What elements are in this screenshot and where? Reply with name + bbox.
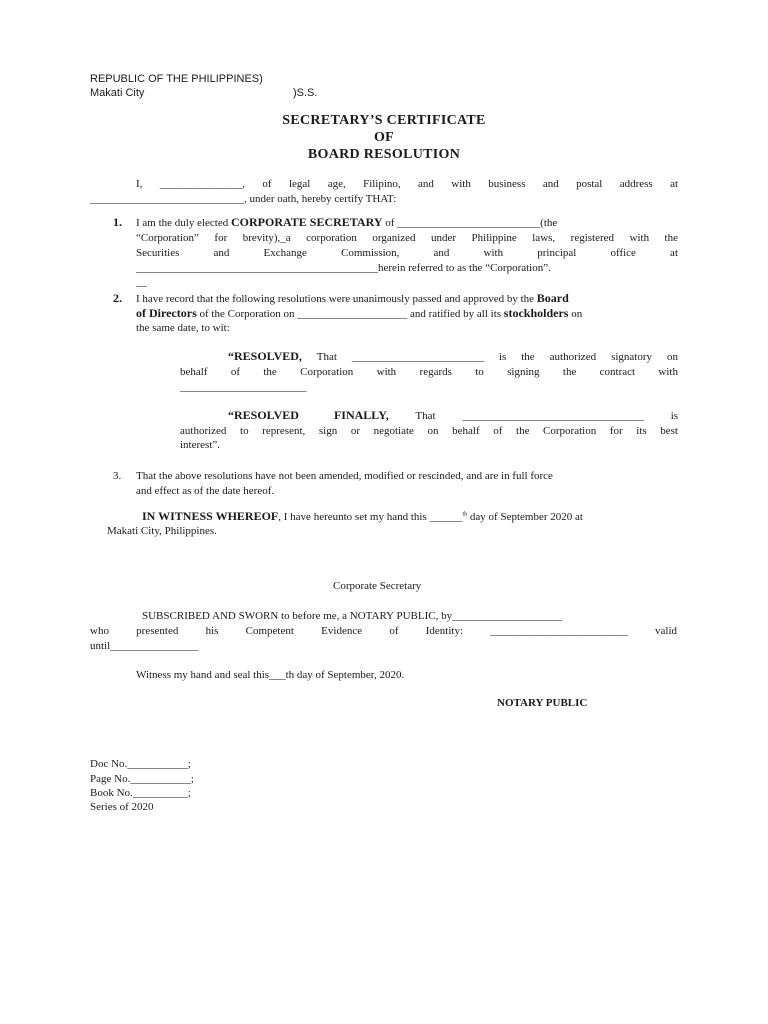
- item2-line2: of Directors of the Corporation on ____________________ and ratified by all its stockholders on: [136, 306, 583, 320]
- title-line3: BOARD RESOLUTION: [307, 147, 461, 162]
- witness-seal-line: Witness my hand and seal this___th day of September, 2020.: [136, 669, 405, 681]
- title-line2: OF: [373, 130, 395, 145]
- sworn-line3: until________________: [90, 640, 199, 652]
- item3-number: 3.: [113, 470, 122, 482]
- intro-line1: I, _______________, of legal age, Filipino, and with business and postal address at: [136, 178, 679, 190]
- representative-blank: _________________________________: [462, 410, 644, 422]
- book-no: Book No.__________;: [90, 787, 191, 799]
- office-blank: ____________________________________________: [136, 262, 378, 274]
- in-witness-whereof-label: IN WITNESS WHEREOF: [142, 509, 279, 523]
- sworn-line2: who presented his Competent Evidence of Identity: _________________________ valid: [90, 625, 678, 637]
- identity-blank: _________________________: [490, 625, 628, 637]
- witness-line1: IN WITNESS WHEREOF, I have hereunto set my hand this ______$^{th}$ day of September 2020 at: [142, 509, 583, 523]
- item1-line1: I am the duly elected CORPORATE SECRETARY of __________________________(the: [136, 215, 558, 229]
- name-blank: _______________,: [159, 178, 246, 190]
- resolved2-line1: “RESOLVED FINALLY, That _________________________________ is: [228, 408, 679, 422]
- item3-line1: That the above resolutions have not been amended, modified or rescinded, and are in full force: [136, 470, 553, 482]
- resolved1-line2: behalf of the Corporation with regards to signing the contract with: [180, 366, 678, 378]
- board-label: Board: [536, 291, 569, 305]
- stockholders-label: stockholders: [503, 306, 569, 320]
- resolved1-line3: _______________________: [180, 381, 307, 393]
- title-line1: SECRETARY’S CERTIFICATE: [282, 113, 486, 128]
- witness-line2: Makati City, Philippines.: [107, 525, 217, 537]
- venue-republic: REPUBLIC OF THE PHILIPPINES): [90, 73, 263, 85]
- venue-city: Makati City: [90, 87, 145, 99]
- address-blank: ____________________________,: [90, 193, 247, 205]
- page-no: Page No.___________;: [90, 773, 194, 785]
- item1-number: 1.: [113, 215, 122, 229]
- series: Series of 2020: [90, 801, 154, 813]
- date-blank: ____________________: [297, 308, 408, 320]
- corporate-secretary-signature-label: Corporate Secretary: [333, 580, 422, 592]
- affiant-blank: ____________________: [452, 610, 563, 622]
- of-directors-label: of Directors: [136, 306, 197, 320]
- doc-no: Doc No.___________;: [90, 758, 191, 770]
- corporate-secretary-label: CORPORATE SECRETARY: [231, 215, 383, 229]
- item2-line1: I have record that the following resolutions were unanimously passed and approved by the Board: [136, 291, 569, 305]
- notary-public-label: NOTARY PUBLIC: [497, 697, 588, 709]
- day-blank: ______: [429, 511, 463, 523]
- resolved2-line3: interest”.: [180, 439, 221, 451]
- item2-line3: the same date, to wit:: [136, 322, 230, 334]
- item2-number: 2.: [113, 291, 122, 305]
- item1-line5: __: [136, 276, 147, 288]
- resolved-label: “RESOLVED,: [228, 349, 302, 363]
- signatory-blank: ________________________: [351, 351, 484, 363]
- intro-line2: ____________________________, under oath, hereby certify THAT:: [90, 193, 397, 205]
- corporation-blank: __________________________: [397, 217, 541, 229]
- item1-line3: Securities and Exchange Commission, and with principal office at: [136, 247, 678, 259]
- item1-line4: ____________________________________________herein referred to as the “Corporation”.: [136, 262, 551, 274]
- item3-line2: and effect as of the date hereof.: [136, 485, 275, 497]
- resolved2-line2: authorized to represent, sign or negotiate on behalf of the Corporation for its best: [180, 425, 678, 437]
- venue-ss: )S.S.: [293, 87, 318, 99]
- sworn-line1: SUBSCRIBED AND SWORN to before me, a NOTARY PUBLIC, by____________________: [142, 610, 563, 622]
- item1-line2: “Corporation” for brevity),_a corporation organized under Philippine laws, registered with the: [136, 232, 678, 244]
- resolved-finally-label: “RESOLVED FINALLY,: [228, 408, 389, 422]
- resolved1-line1: “RESOLVED, That ________________________ is the authorized signatory on: [228, 349, 679, 363]
